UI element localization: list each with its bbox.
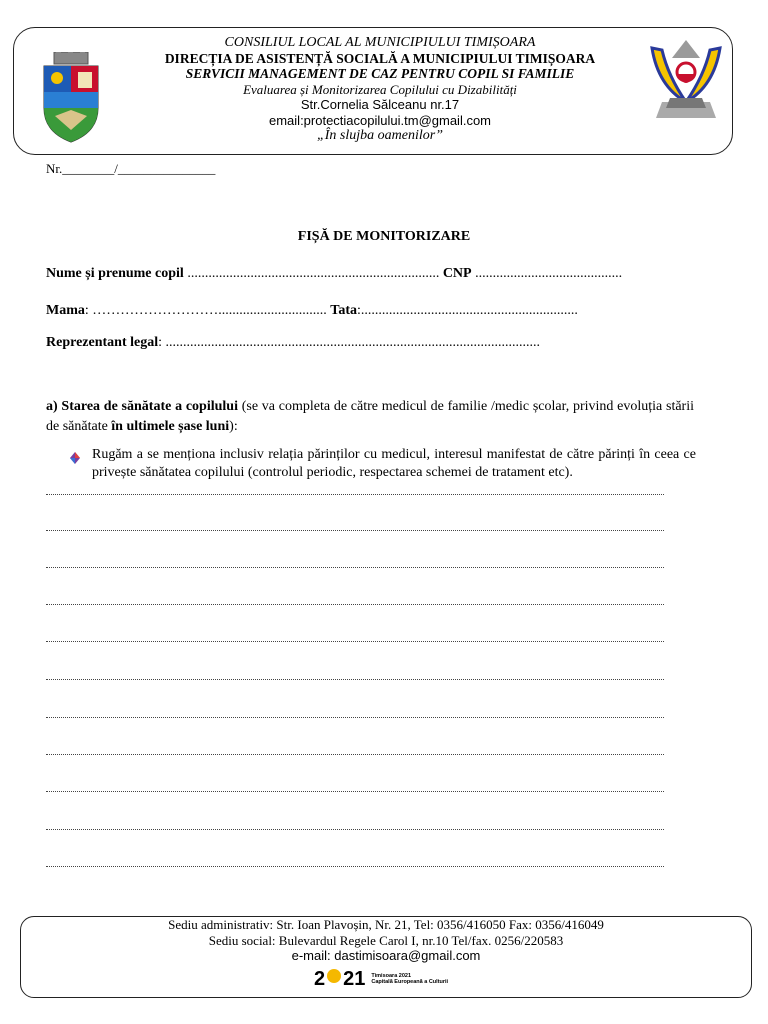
council-name: CONSILIUL LOCAL AL MUNICIPIULUI TIMIȘOARA bbox=[224, 35, 536, 50]
child-name-input[interactable]: ........................................................................ bbox=[183, 266, 440, 281]
bullet-instruction: Rugăm a se menționa inclusiv relația părinților cu medicul, interesul manifestat de către părinți în ceea ce privește sănătatea copilului (controlul periodic, respectarea schemei de tratament etc). bbox=[92, 447, 696, 480]
section-a-instructions-end: ): bbox=[229, 419, 238, 434]
section-a-heading bbox=[46, 397, 694, 437]
answer-line[interactable] bbox=[46, 717, 664, 718]
answer-line[interactable] bbox=[46, 829, 664, 830]
address: Str.Cornelia Sălceanu nr.17 bbox=[300, 97, 460, 112]
dgaspc-emblem-logo bbox=[650, 38, 722, 122]
answer-line[interactable] bbox=[46, 567, 664, 568]
registration-number-field[interactable]: Nr.________/_______________ bbox=[46, 161, 216, 176]
legal-representative-input[interactable]: : ........................................................................................................... bbox=[158, 335, 540, 350]
mother-input[interactable]: : ………………………............................... bbox=[84, 303, 327, 318]
motto: „În slujba oamenilor” bbox=[316, 128, 443, 143]
answer-line[interactable] bbox=[46, 754, 664, 755]
mother-label: Mama bbox=[46, 303, 85, 318]
parents-row bbox=[46, 303, 578, 319]
answer-line[interactable] bbox=[46, 494, 664, 495]
directorate-name: DIRECȚIA DE ASISTENȚĂ SOCIALĂ A MUNICIPIULUI TIMIȘOARA bbox=[164, 50, 596, 66]
cnp-input[interactable]: .......................................... bbox=[471, 266, 623, 281]
footer bbox=[20, 917, 752, 964]
sun-icon bbox=[327, 969, 341, 983]
institution-header bbox=[130, 35, 630, 144]
social-address: Sediu social: Bulevardul Regele Carol I, nr.10 Tel/fax. 0256/220583 bbox=[208, 932, 564, 948]
department-name: Evaluarea și Monitorizarea Copilului cu Dizabilități bbox=[243, 81, 517, 97]
service-name: SERVICII MANAGEMENT DE CAZ PENTRU COPIL SI FAMILIE bbox=[185, 66, 575, 81]
answer-line[interactable] bbox=[46, 791, 664, 792]
section-a-instructions: (se va completa de către medicul de familie /medic școlar, privind evoluția stării de sănătate bbox=[46, 399, 694, 434]
section-a-label: a) Starea de sănătate a copilului bbox=[46, 399, 238, 414]
timisoara-2021-logo bbox=[314, 968, 448, 990]
father-label: Tata bbox=[330, 303, 357, 318]
document-title: FIȘĂ DE MONITORIZARE bbox=[297, 229, 471, 244]
answer-line[interactable] bbox=[46, 641, 664, 642]
child-name-label: Nume și prenume copil bbox=[46, 266, 184, 281]
father-input[interactable]: :.............................................................. bbox=[357, 303, 578, 318]
logo-tagline-city: Timisoara 2021 bbox=[371, 973, 412, 979]
logo-tagline bbox=[371, 973, 448, 985]
answer-line[interactable] bbox=[46, 604, 664, 605]
administrative-address: Sediu administrativ: Str. Ioan Plavoșin, Nr. 21, Tel: 0356/416050 Fax: 0356/416049 bbox=[168, 917, 604, 932]
answer-line[interactable] bbox=[46, 866, 664, 867]
logo-digits-21: 21 bbox=[343, 967, 366, 990]
arrow-bullet-icon bbox=[68, 451, 82, 465]
city-coat-of-arms-logo bbox=[40, 52, 102, 144]
legal-representative-row bbox=[46, 335, 540, 351]
cnp-label: CNP bbox=[442, 266, 472, 281]
logo-tagline-title: Capitală Europeană a Culturii bbox=[371, 979, 449, 985]
legal-representative-label: Reprezentant legal bbox=[46, 335, 159, 350]
section-a-period: în ultimele șase luni bbox=[111, 419, 230, 434]
answer-line[interactable] bbox=[46, 679, 664, 680]
contact-email: email:protectiacopilului.tm@gmail.com bbox=[269, 112, 491, 128]
logo-digit-two: 2 bbox=[314, 967, 326, 990]
footer-email: e-mail: dastimisoara@gmail.com bbox=[291, 948, 481, 963]
child-name-row bbox=[46, 266, 622, 282]
answer-line[interactable] bbox=[46, 530, 664, 531]
